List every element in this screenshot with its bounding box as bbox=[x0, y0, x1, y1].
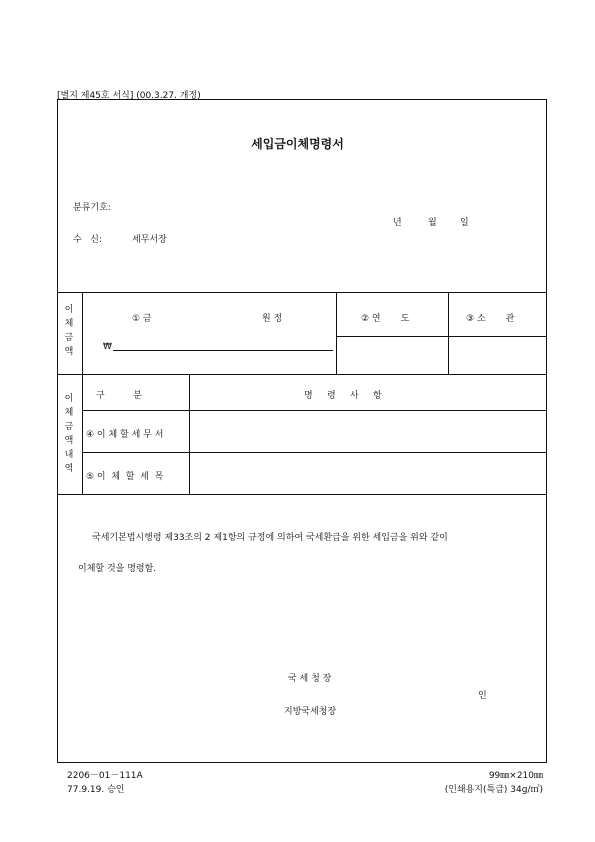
amount-top-rule bbox=[57, 292, 547, 293]
detail-col-divider bbox=[189, 374, 190, 494]
date-month: 월 bbox=[428, 218, 437, 228]
detail-side-divider bbox=[82, 374, 83, 494]
date-day: 일 bbox=[460, 218, 469, 228]
detail-side-label: 이 체 금 액 내 역 bbox=[64, 394, 74, 474]
date-year: 년 bbox=[393, 218, 402, 228]
recipient-value: 세무서장 bbox=[132, 235, 167, 245]
transfer-tax-item-label: ⑤ 이 체 할 세 목 bbox=[86, 472, 164, 482]
signature-seal: 인 bbox=[478, 691, 487, 701]
year-label: ② 연 도 bbox=[361, 314, 410, 324]
amount-col-divider-1 bbox=[336, 292, 337, 374]
detail-header-instructions: 명 령 사 항 bbox=[304, 391, 382, 401]
detail-row-rule bbox=[82, 452, 547, 453]
detail-bottom-rule bbox=[57, 494, 547, 495]
signature-office-1: 국 세 청 장 bbox=[288, 674, 332, 684]
recipient-label: 수 신: bbox=[73, 235, 103, 245]
amount-mid-rule bbox=[336, 336, 547, 337]
footer-paper: (인쇄용지(특급) 34g/㎡) bbox=[444, 785, 543, 795]
footer-form-code: 2206－01－111A bbox=[67, 771, 143, 781]
detail-header-category: 구 분 bbox=[96, 391, 142, 401]
detail-header-rule bbox=[82, 410, 547, 411]
signature-office-2: 지방국세청장 bbox=[284, 707, 337, 717]
form-header: [별지 제45호 서식] (00.3.27. 개정) bbox=[57, 91, 201, 101]
document-title: 세입금이체명령서 bbox=[251, 137, 344, 151]
amount-bottom-rule bbox=[57, 374, 547, 375]
amount-blank-line bbox=[113, 350, 333, 351]
amount-side-label: 이 체 금 액 bbox=[64, 305, 74, 357]
footer-size: 99㎜×210㎜ bbox=[488, 771, 543, 781]
office-label: ③ 소 관 bbox=[466, 314, 515, 324]
body-text-line-1: 국세기본법시행령 제33조의 2 제1항의 규정에 의하여 국세환급을 위한 세입금을 위와 같이 bbox=[92, 533, 448, 543]
transfer-tax-office-label: ④ 이 체 할 세 무 서 bbox=[86, 430, 164, 440]
amount-suffix: 원 정 bbox=[262, 314, 283, 324]
amount-col-divider-2 bbox=[448, 292, 449, 374]
amount-label: ① 금 bbox=[132, 314, 152, 324]
footer-approval: 77.9.19. 승인 bbox=[67, 785, 125, 795]
amount-side-divider bbox=[82, 292, 83, 374]
currency-symbol: ₩ bbox=[103, 342, 112, 352]
body-text-line-2: 이체할 것을 명령함. bbox=[78, 564, 157, 574]
classification-label: 분류기호: bbox=[73, 203, 111, 213]
